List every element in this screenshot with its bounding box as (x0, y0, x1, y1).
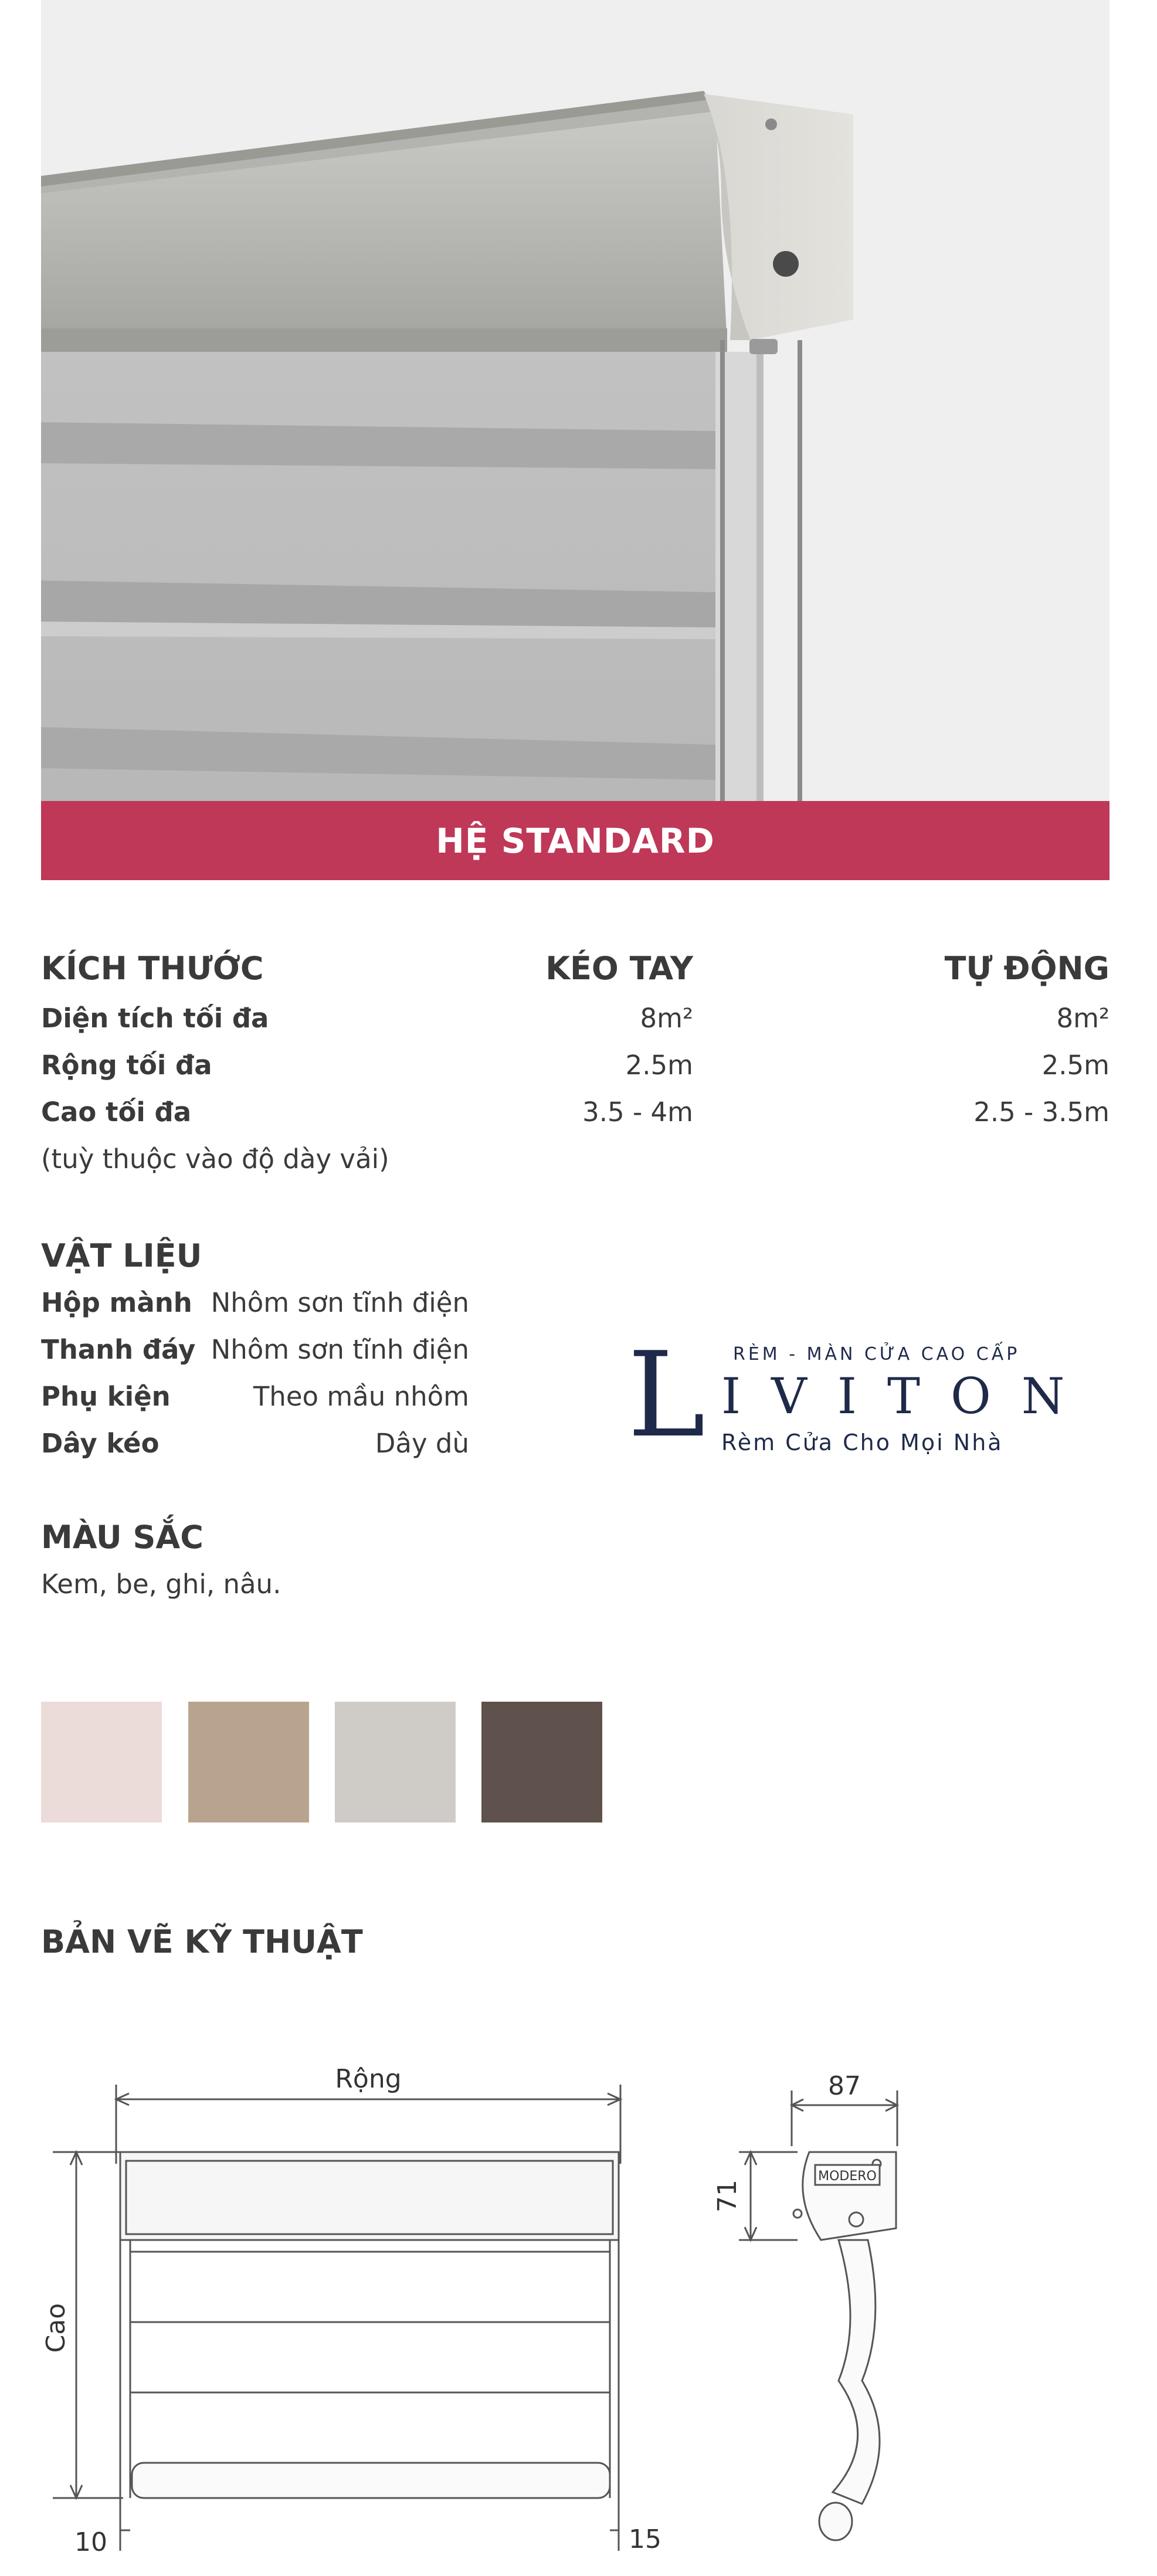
brand-logo (627, 1327, 1095, 1466)
dimension-profile-width: 87 (828, 2071, 861, 2101)
logo-tagline: RÈM - MÀN CỬA CAO CẤP (733, 1344, 1020, 1365)
size-table-title: KÍCH THƯỚC (41, 950, 264, 987)
dimension-width-label: Rộng (335, 2064, 402, 2094)
column-auto: TỰ ĐỘNG (944, 950, 1110, 987)
color-swatch-cream (41, 1702, 162, 1822)
row-label-area: Diện tích tối đa (41, 1003, 269, 1034)
colors-title: MÀU SẮC (41, 1519, 203, 1556)
material-label: Hộp mành (41, 1287, 192, 1318)
row-value-manual: 2.5m (625, 1050, 693, 1081)
logo-slogan: Rèm Cửa Cho Mọi Nhà (721, 1430, 1003, 1455)
material-label: Thanh đáy (41, 1334, 196, 1365)
color-swatch-grey (335, 1702, 456, 1822)
row-value-auto: 8m² (1056, 1003, 1110, 1034)
series-banner (41, 801, 1110, 880)
roller-blind-illustration (41, 0, 1110, 801)
material-value: Nhôm sơn tĩnh điện (211, 1287, 469, 1318)
size-note: (tuỳ thuộc vào độ dày vải) (41, 1143, 389, 1175)
material-value: Theo mầu nhôm (253, 1381, 469, 1412)
column-manual: KÉO TAY (545, 950, 693, 987)
profile-brand-label: MODERO (818, 2169, 877, 2184)
material-label: Dây kéo (41, 1428, 160, 1459)
dimension-right-offset: 15 (629, 2524, 661, 2554)
dimension-left-offset: 10 (74, 2527, 107, 2557)
material-value: Dây dù (375, 1428, 469, 1459)
dimension-profile-height: 71 (712, 2180, 742, 2212)
row-value-manual: 3.5 - 4m (582, 1097, 693, 1128)
row-value-manual: 8m² (640, 1003, 693, 1034)
row-label-width: Rộng tối đa (41, 1050, 212, 1081)
product-image (41, 0, 1110, 801)
logo-big-letter: L (627, 1327, 705, 1464)
technical-drawing (0, 1994, 1157, 2576)
series-title: HỆ STANDARD (436, 820, 715, 861)
materials-title: VẬT LIỆU (41, 1237, 202, 1274)
row-value-auto: 2.5 - 3.5m (973, 1097, 1110, 1128)
colors-text: Kem, be, ghi, nâu. (41, 1569, 281, 1600)
material-label: Phụ kiện (41, 1381, 171, 1412)
row-value-auto: 2.5m (1041, 1050, 1110, 1081)
logo-wordmark: IVITON (721, 1367, 1095, 1425)
dimension-height-label: Cao (41, 2303, 71, 2353)
row-label-height: Cao tối đa (41, 1097, 192, 1128)
drawing-title: BẢN VẼ KỸ THUẬT (41, 1923, 363, 1960)
color-swatch-brown (481, 1702, 602, 1822)
color-swatch-beige (188, 1702, 309, 1822)
material-value: Nhôm sơn tĩnh điện (211, 1334, 469, 1365)
